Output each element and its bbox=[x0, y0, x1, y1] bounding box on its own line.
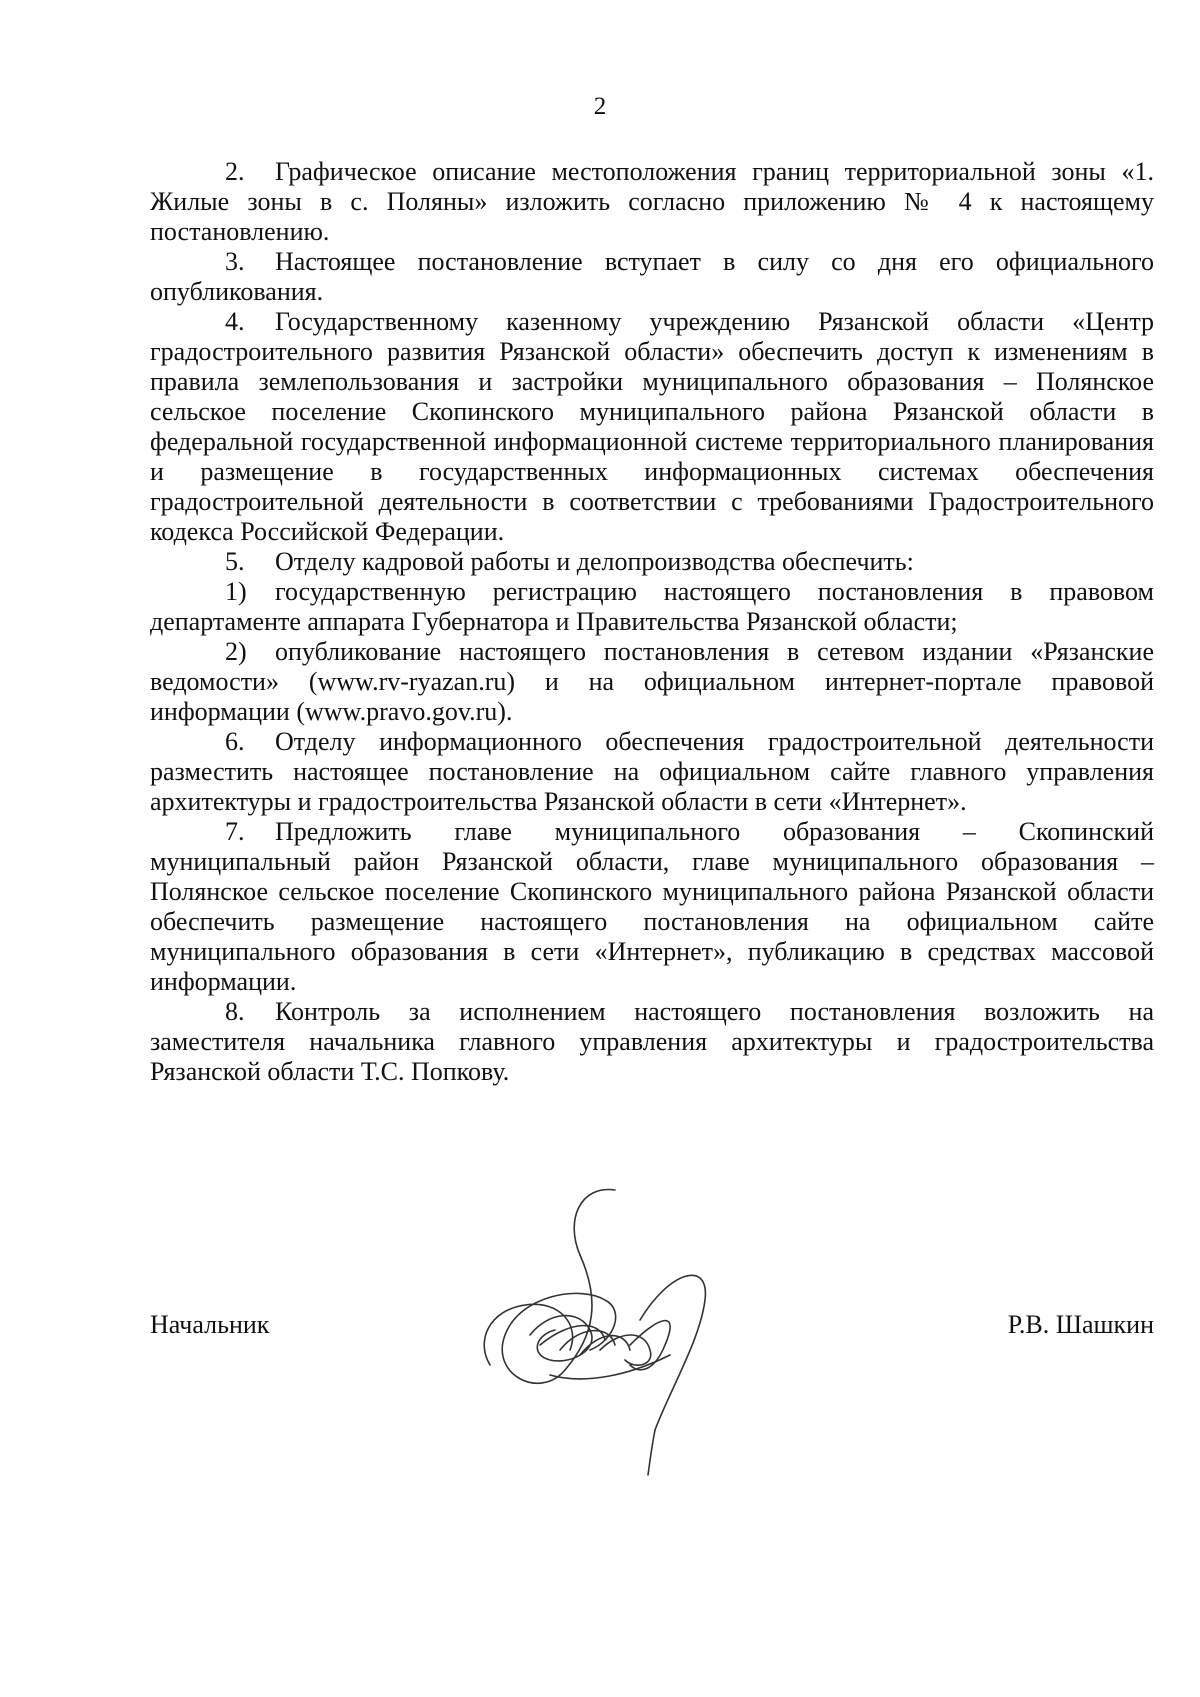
signatory-title: Начальник bbox=[150, 1310, 270, 1339]
paragraph-number: 7. bbox=[225, 817, 245, 846]
signatory-name: Р.В. Шашкин bbox=[1007, 1310, 1154, 1339]
paragraph-number: 8. bbox=[225, 997, 245, 1026]
paragraph-number: 4. bbox=[225, 307, 245, 336]
paragraph-text: Отделу кадровой работы и делопроизводства обеспечить: bbox=[275, 547, 914, 576]
paragraph-text: Настоящее постановление вступает в силу со дня его официального опубликования. bbox=[150, 247, 1154, 306]
handwritten-signature bbox=[430, 1160, 760, 1490]
page-number: 2 bbox=[593, 93, 607, 120]
paragraph-number: 6. bbox=[225, 727, 245, 756]
paragraph-4 bbox=[150, 307, 1154, 547]
document-body bbox=[150, 157, 1154, 1087]
paragraph-5 bbox=[150, 547, 1154, 577]
paragraph-7 bbox=[150, 817, 1154, 997]
paragraph-number: 1) bbox=[225, 577, 247, 606]
paragraph-6 bbox=[150, 727, 1154, 817]
paragraph-text: Отделу информационного обеспечения градостроительной деятельности разместить настоящее постановление на официальном сайте главного управления архитектуры и градостроительства Рязанской области в сети «Интернет». bbox=[150, 727, 1154, 816]
subparagraph-5-2 bbox=[150, 637, 1154, 727]
paragraph-number: 5. bbox=[225, 547, 245, 576]
paragraph-2 bbox=[150, 157, 1154, 247]
subparagraph-5-1 bbox=[150, 577, 1154, 637]
paragraph-text: Государственному казенному учреждению Рязанской области «Центр градостроительного развития Рязанской области» обеспечить доступ к изменениям в правила землепользования и застройки муниципального образования – Полянское сельское поселение Скопинского муниципального района Рязанской области в федеральной государственной информационной системе территориального планирования и размещение в государственных информационных системах обеспечения градостроительной деятельности в соответствии с требованиями Градостроительного кодекса Российской Федерации. bbox=[150, 307, 1154, 546]
paragraph-number: 3. bbox=[225, 247, 245, 276]
paragraph-number: 2) bbox=[225, 637, 247, 666]
paragraph-8 bbox=[150, 997, 1154, 1087]
paragraph-text: государственную регистрацию настоящего постановления в правовом департаменте аппарата Губернатора и Правительства Рязанской области; bbox=[150, 577, 1154, 636]
paragraph-3 bbox=[150, 247, 1154, 307]
paragraph-text: Графическое описание местоположения границ территориальной зоны «1. Жилые зоны в с. Поляны» изложить согласно приложению № 4 к настоящему постановлению. bbox=[150, 157, 1154, 246]
paragraph-text: Контроль за исполнением настоящего постановления возложить на заместителя начальника главного управления архитектуры и градостроительства Рязанской области Т.С. Попкову. bbox=[150, 997, 1154, 1086]
paragraph-text: опубликование настоящего постановления в сетевом издании «Рязанские ведомости» (www.rv-ryazan.ru) и на официальном интернет-портале правовой информации (www.pravo.gov.ru). bbox=[150, 637, 1154, 726]
paragraph-number: 2. bbox=[225, 157, 245, 186]
paragraph-text: Предложить главе муниципального образования – Скопинский муниципальный район Рязанской области, главе муниципального образования – Полянское сельское поселение Скопинского муниципального района Рязанской области обеспечить размещение настоящего постановления на официальном сайте муниципального образования в сети «Интернет», публикацию в средствах массовой информации. bbox=[150, 817, 1154, 996]
